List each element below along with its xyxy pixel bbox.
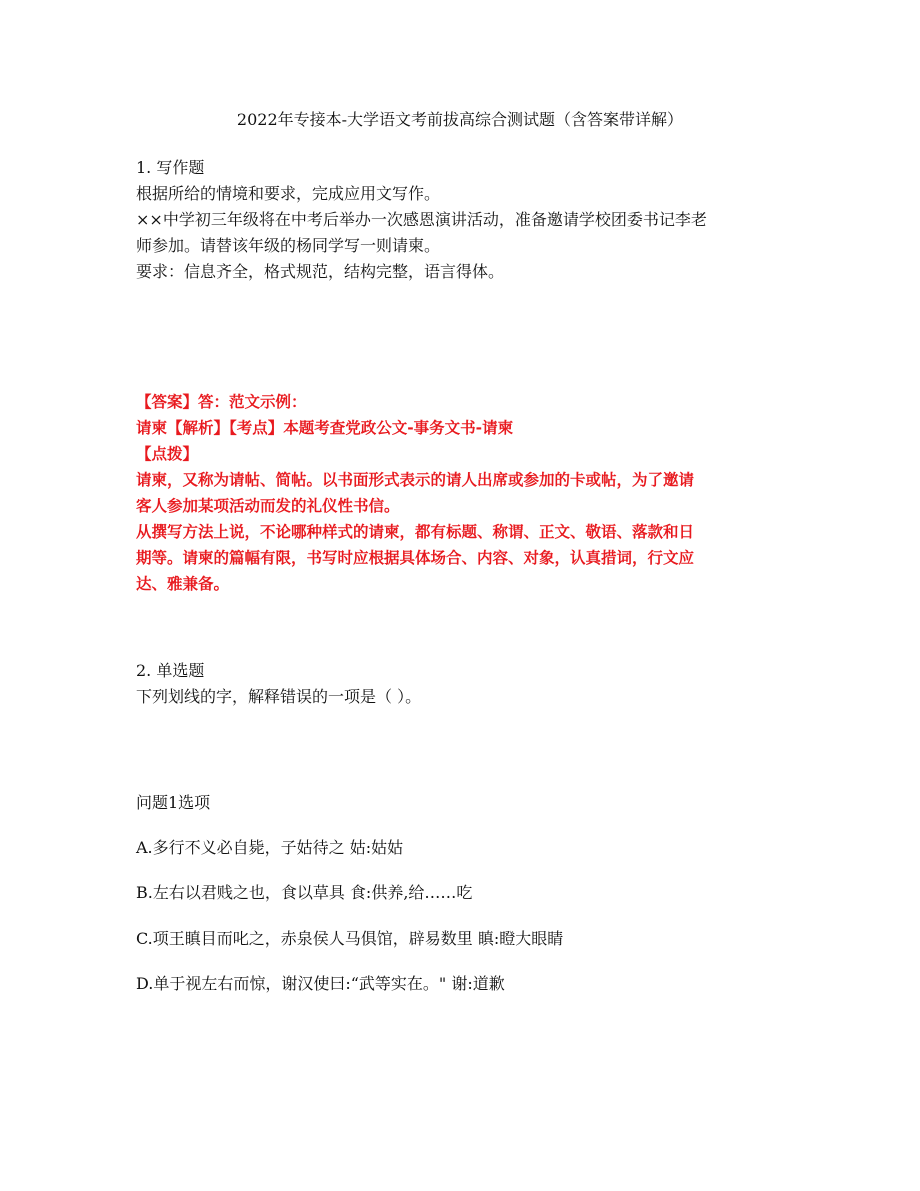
question-2-heading: 2. 单选题 — [136, 661, 205, 680]
answer-line: 【点拨】 — [136, 445, 199, 463]
question-1-prompt-line: 要求：信息齐全，格式规范，结构完整，语言得体。 — [136, 262, 505, 281]
document-title: 2022年专接本-大学语文考前拔高综合测试题（含答案带详解） — [236, 110, 684, 129]
answer-line: 达、雅兼备。 — [136, 575, 230, 593]
option-a: A.多行不义必自毙，子姑待之 姑:姑姑 — [136, 838, 404, 857]
answer-1 — [136, 389, 796, 597]
answer-line: 请柬【解析】【考点】本题考查党政公文-事务文书-请柬 — [136, 419, 514, 437]
question-1-prompt-line: 师参加。请替该年级的杨同学写一则请柬。 — [136, 236, 441, 255]
question-1-heading: 1. 写作题 — [136, 158, 205, 177]
option-b: B.左右以君贱之也，食以草具 食:供养,给……吃 — [136, 883, 473, 902]
question-1 — [136, 155, 796, 285]
question-1-prompt-line: 根据所给的情境和要求，完成应用文写作。 — [136, 184, 441, 203]
options-label: 问题1选项 — [136, 793, 211, 812]
answer-line: 客人参加某项活动而发的礼仪性书信。 — [136, 497, 400, 515]
option-c: C.项王瞋目而叱之，赤泉侯人马俱馆，辟易数里 瞋:瞪大眼睛 — [136, 929, 564, 948]
answer-line: 【答案】答：范文示例： — [136, 393, 307, 411]
option-d: D.单于视左右而惊，谢汉使曰:“武等实在。" 谢:道歉 — [136, 974, 505, 993]
question-2-prompt: 下列划线的字，解释错误的一项是（ ）。 — [136, 687, 422, 706]
question-2 — [136, 658, 796, 710]
answer-line: 从撰写方法上说，不论哪种样式的请柬，都有标题、称谓、正文、敬语、落款和日 — [136, 523, 695, 541]
answer-line: 请柬，又称为请帖、简帖。以书面形式表示的请人出席或参加的卡或帖，为了邀请 — [136, 471, 695, 489]
question-1-prompt-line: ××中学初三年级将在中考后举办一次感恩演讲活动，准备邀请学校团委书记李老 — [136, 210, 707, 229]
answer-line: 期等。请柬的篇幅有限，书写时应根据具体场合、内容、对象，认真措词，行文应 — [136, 549, 695, 567]
